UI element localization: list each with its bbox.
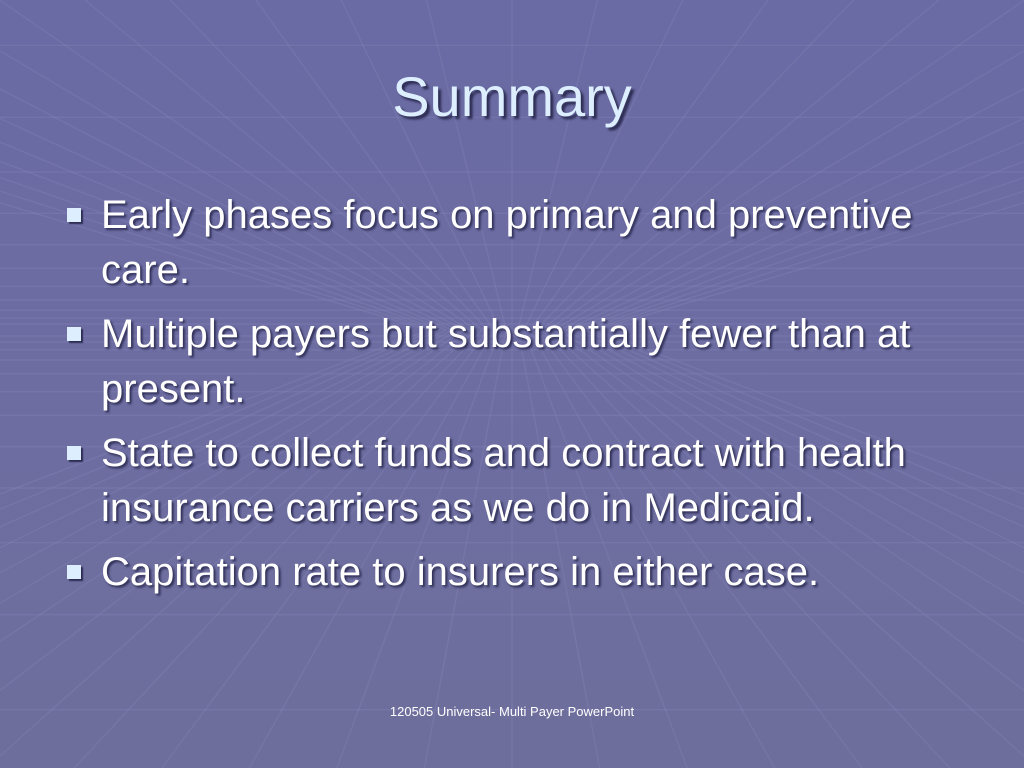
square-bullet-icon bbox=[67, 208, 81, 222]
bullet-text: Capitation rate to insurers in either case. bbox=[101, 550, 820, 594]
bullet-text: Early phases focus on primary and preventive care. bbox=[101, 193, 913, 292]
square-bullet-icon bbox=[67, 327, 81, 341]
slide-title: Summary bbox=[392, 65, 632, 128]
bullet-text: Multiple payers but substantially fewer than at present. bbox=[101, 312, 911, 411]
bullet-item bbox=[60, 426, 940, 536]
bullet-item bbox=[60, 188, 940, 298]
square-bullet-icon bbox=[67, 446, 81, 460]
bullet-text: State to collect funds and contract with health insurance carriers as we do in Medicaid. bbox=[101, 431, 906, 530]
square-bullet-icon bbox=[67, 565, 81, 579]
bullet-list bbox=[60, 188, 940, 609]
bullet-item bbox=[60, 545, 940, 600]
bullet-item bbox=[60, 307, 940, 417]
slide-footer: 120505 Universal- Multi Payer PowerPoint bbox=[389, 704, 635, 719]
